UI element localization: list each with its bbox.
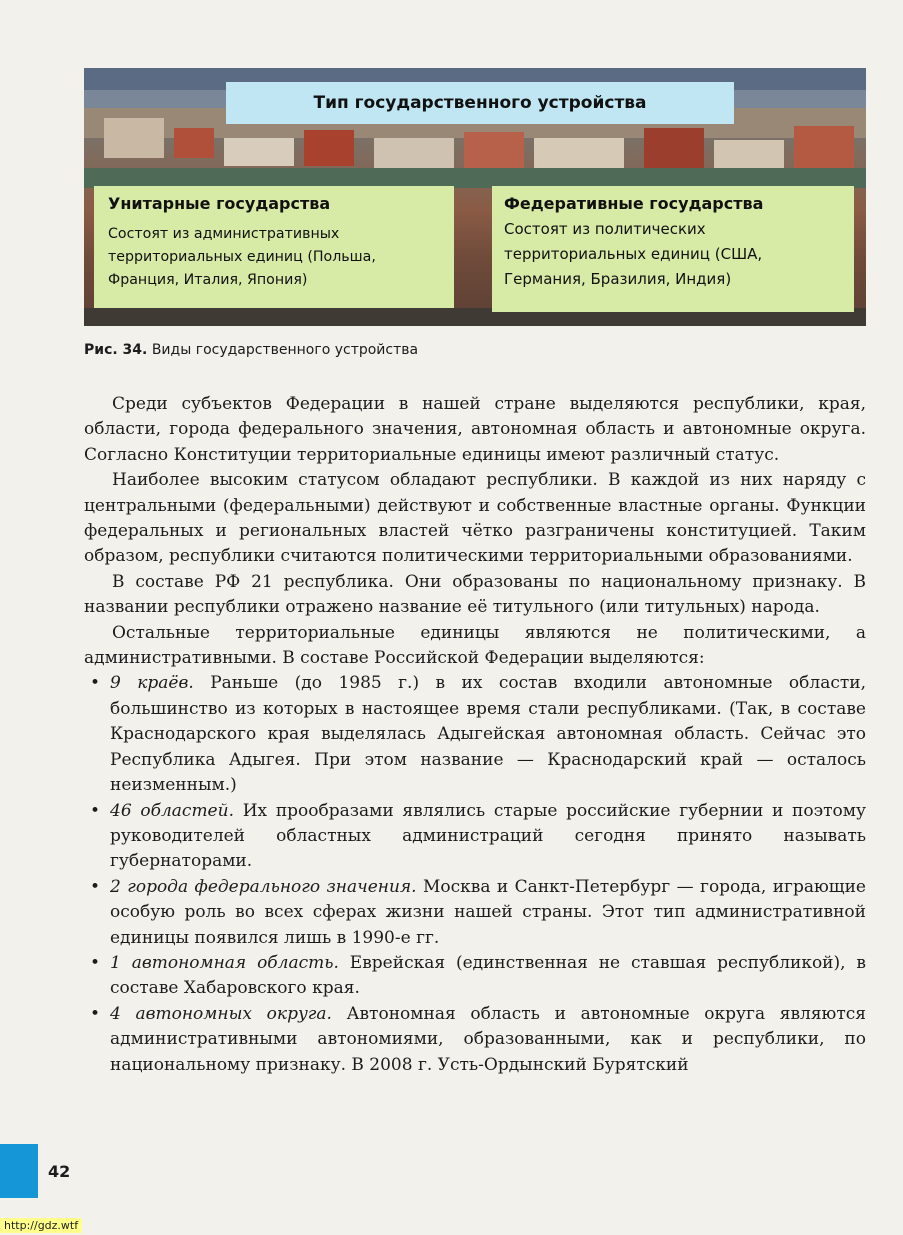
federal-title: Федеративные государства	[504, 194, 764, 213]
list-item	[84, 951, 866, 1002]
caption-label: Рис. 34.	[84, 342, 148, 358]
body-text	[84, 392, 866, 1078]
watermark-link[interactable]: http://gdz.wtf	[0, 1218, 82, 1233]
page-number: 42	[48, 1162, 71, 1181]
list-text: Их прообразами являлись старые российские губернии и поэтому руководителей областных администраций сегодня принято называть губернаторами.	[110, 800, 866, 872]
list-text: Еврейская (единственная не ставшая республикой), в составе Хабаровского края.	[110, 952, 866, 999]
box-state-structure-type: Тип государственного устройства	[226, 82, 734, 124]
list-item	[84, 875, 866, 951]
figure-caption	[84, 342, 418, 358]
list-term: 1 автономная область.	[110, 952, 339, 973]
list-text: Раньше (до 1985 г.) в их состав входили автономные области, большинство из которых в настоящее время стали республиками. (Так, в составе Краснодарского края выделялась Адыгейская автономная область. Сейчас это Республика Адыгея. При этом название — Краснодарский край — осталось неизменным.)	[110, 673, 867, 796]
federal-text: Состоят из политических территориальных единиц (США, Германия, Бразилия, Индия)	[504, 220, 763, 288]
paragraph: Наиболее высоким статусом обладают республики. В каждой из них наряду с центральными (федеральными) действуют и собственные властные органы. Функции федеральных и региональных властей чётко разграничены конституцией. Таким образом, республики считаются политическими территориальными образованиями.	[84, 470, 866, 567]
list-text: Москва и Санкт-Петербург — города, играющие особую роль во всех сферах жизни нашей страны. Этот тип административной единицы появился лишь в 1990-е гг.	[110, 876, 866, 948]
paragraph: Остальные территориальные единицы являются не политическими, а административными. В составе Российской Федерации выделяются:	[84, 622, 866, 669]
page-edge-tab	[0, 1144, 38, 1198]
bullet-icon: •	[90, 876, 101, 897]
figure-state-structure	[84, 68, 866, 326]
list-term: 9 краёв.	[110, 673, 194, 694]
paragraph: Среди субъектов Федерации в нашей стране выделяются республики, края, области, города федерального значения, автономная область и автономные округа. Согласно Конституции территориальные единицы имеют различный статус.	[84, 394, 866, 465]
caption-text: Виды государственного устройства	[147, 342, 419, 358]
list-item	[84, 799, 866, 875]
box-unitary-states	[94, 186, 454, 308]
list-text: Автономная область и автономные округа являются административными автономиями, образованными, как и республики, по национальному признаку. В 2008 г. Усть-Ордынский Бурятский	[110, 1003, 867, 1075]
list-term: 2 города федерального значения.	[110, 876, 417, 897]
unitary-text: Состоят из административных территориальных единиц (Польша, Франция, Италия, Япония)	[108, 226, 376, 288]
bullet-icon: •	[90, 800, 101, 821]
bullet-icon: •	[90, 1003, 101, 1024]
list-term: 46 областей.	[110, 800, 234, 821]
unit-list	[84, 671, 866, 1078]
bullet-icon: •	[90, 952, 101, 973]
list-item	[84, 1002, 866, 1078]
list-item	[84, 671, 866, 798]
unitary-title: Унитарные государства	[108, 194, 331, 213]
list-term: 4 автономных округа.	[110, 1003, 332, 1024]
paragraph: В составе РФ 21 республика. Они образованы по национальному признаку. В названии республики отражено название её титульного (или титульных) народа.	[84, 571, 866, 618]
bullet-icon: •	[90, 673, 101, 694]
box-federal-states	[492, 186, 854, 312]
